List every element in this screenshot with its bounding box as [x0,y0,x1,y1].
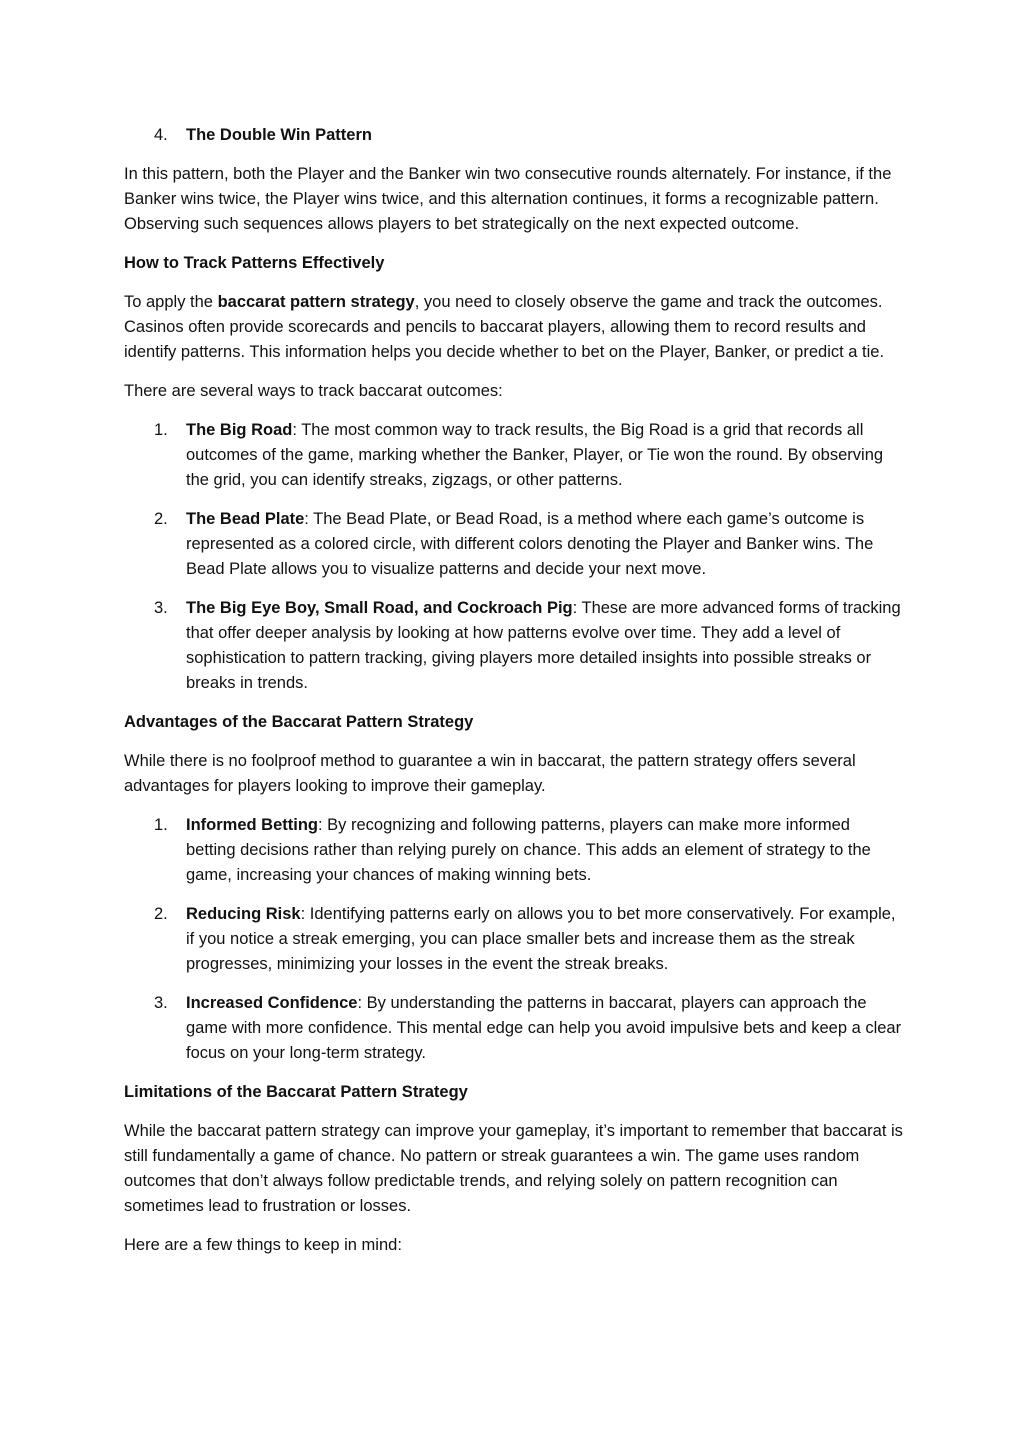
list-item-text: : By understanding the patterns in baccarat, players can approach the game with more confidence. This mental edge can help you avoid impulsive bets and keep a clear focus on your long-term strategy. [186,994,902,1062]
list-item-informed-betting [124,813,904,888]
bold-keyword: baccarat pattern strategy [217,293,415,311]
list-item-big-eye-boy [124,596,904,696]
advantages-paragraph: While there is no foolproof method to guarantee a win in baccarat, the pattern strategy offers several advantages for players looking to improve their gameplay. [124,752,856,795]
list-item-big-road [124,418,904,493]
list-item-title: The Big Eye Boy, Small Road, and Cockroach Pig [186,599,573,617]
list-item-text: : By recognizing and following patterns, players can make more informed betting decisions rather than relying purely on chance. This adds an element of strategy to the game, increasing your chances of making winning bets. [186,816,871,884]
list-item-title: Increased Confidence [186,994,358,1012]
text-run: , you need to closely observe the game and track the outcomes. Casinos often provide scorecards and pencils to baccarat players, allowing them to record results and identify patterns. This information helps you decide whether to bet on the Player, Banker, or predict a tie. [124,293,885,361]
list-number: 3. [154,994,168,1012]
list-number: 1. [154,816,168,834]
list-item-double-win-pattern [124,123,904,148]
list-item-title: Reducing Risk [186,905,301,923]
heading-track-patterns: How to Track Patterns Effectively [124,254,385,272]
double-win-paragraph: In this pattern, both the Player and the Banker win two consecutive rounds alternately. For instance, if the Banker wins twice, the Player wins twice, and this alternation continues, it forms a recognizable pattern. Observing such sequences allows players to bet strategically on the next expected outcome. [124,165,892,233]
list-number: 1. [154,421,168,439]
list-item-title: The Big Road [186,421,293,439]
list-item-text: : The most common way to track results, the Big Road is a grid that records all outcomes of the game, marking whether the Banker, Player, or Tie won the round. By observing the grid, you can identify streaks, zigzags, or other patterns. [186,421,884,489]
track-intro-paragraph [124,290,904,365]
list-item-text: : These are more advanced forms of tracking that offer deeper analysis by looking at how patterns evolve over time. They add a level of sophistication to pattern tracking, giving players more detailed insights into possible streaks or breaks in trends. [186,599,901,692]
heading-advantages: Advantages of the Baccarat Pattern Strategy [124,713,474,731]
list-item-title: Informed Betting [186,816,318,834]
text-run: To apply the [124,293,218,311]
list-number: 3. [154,599,168,617]
list-number: 4. [154,126,168,144]
heading-limitations: Limitations of the Baccarat Pattern Strategy [124,1083,468,1101]
list-item-reducing-risk [124,902,904,977]
track-ways-paragraph: There are several ways to track baccarat outcomes: [124,382,503,400]
list-item-text: : The Bead Plate, or Bead Road, is a method where each game’s outcome is represented as a colored circle, with different colors denoting the Player and Banker wins. The Bead Plate allows you to visualize patterns and decide your next move. [186,510,874,578]
list-item-increased-confidence [124,991,904,1066]
closing-paragraph: Here are a few things to keep in mind: [124,1236,402,1254]
list-item-bead-plate [124,507,904,582]
limitations-paragraph: While the baccarat pattern strategy can improve your gameplay, it’s important to remember that baccarat is still fundamentally a game of chance. No pattern or streak guarantees a win. The game uses random outcomes that don’t always follow predictable trends, and relying solely on pattern recognition can sometimes lead to frustration or losses. [124,1122,903,1215]
list-item-text: : Identifying patterns early on allows you to bet more conservatively. For example, if you notice a streak emerging, you can place smaller bets and increase them as the streak progresses, minimizing your losses in the event the streak breaks. [186,905,896,973]
list-item-title: The Double Win Pattern [186,126,372,144]
list-item-title: The Bead Plate [186,510,305,528]
list-number: 2. [154,905,168,923]
list-number: 2. [154,510,168,528]
document-page [124,123,904,1272]
